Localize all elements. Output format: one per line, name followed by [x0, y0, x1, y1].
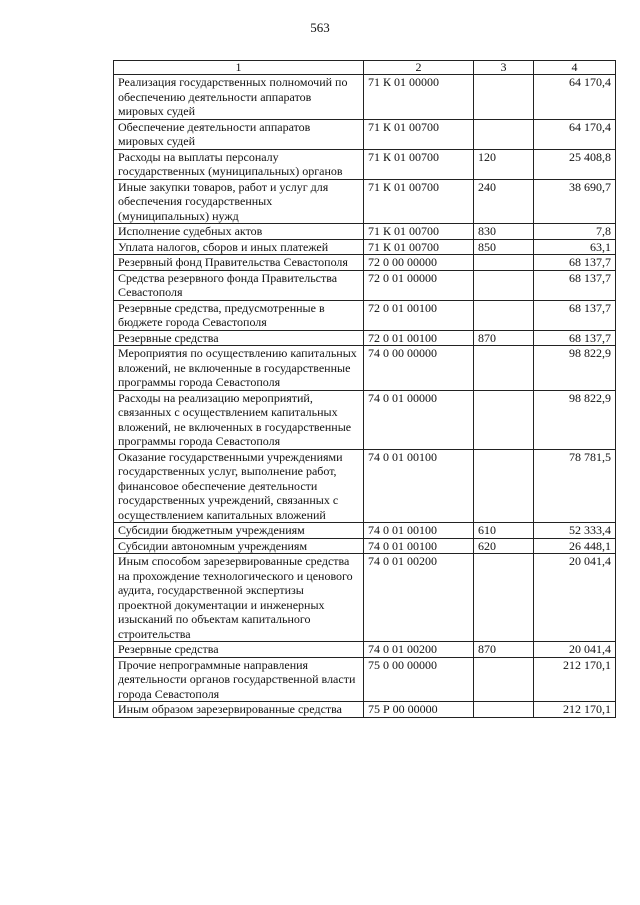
row-code: 71 К 01 00000: [364, 75, 474, 120]
row-name: Субсидии автономным учреждениям: [114, 538, 364, 554]
row-amount: 68 137,7: [534, 255, 616, 271]
table-row: [114, 224, 616, 240]
header-col-4: 4: [534, 61, 616, 75]
row-expense-type: [474, 657, 534, 702]
row-amount: 20 041,4: [534, 554, 616, 642]
header-row: [114, 61, 616, 75]
row-expense-type: [474, 346, 534, 391]
row-code: 74 0 01 00100: [364, 538, 474, 554]
table-row: [114, 523, 616, 539]
row-amount: 98 822,9: [534, 390, 616, 449]
row-expense-type: [474, 75, 534, 120]
row-name: Обеспечение деятельности аппаратов мировых судей: [114, 119, 364, 149]
table-row: [114, 255, 616, 271]
row-name: Оказание государственными учреждениями государственных услуг, выполнение работ, финансовое обеспечение деятельности государственных учреждений, связанных с осуществлением капитальных вложений: [114, 449, 364, 523]
row-code: 72 0 00 00000: [364, 255, 474, 271]
header-col-2: 2: [364, 61, 474, 75]
row-amount: 68 137,7: [534, 300, 616, 330]
page-number: 563: [310, 20, 330, 35]
row-code: 71 К 01 00700: [364, 149, 474, 179]
row-name: Уплата налогов, сборов и иных платежей: [114, 239, 364, 255]
row-name: Прочие непрограммные направления деятельности органов государственной власти города Севастополя: [114, 657, 364, 702]
row-amount: 26 448,1: [534, 538, 616, 554]
row-expense-type: 870: [474, 642, 534, 658]
table-row: [114, 554, 616, 642]
row-name: Расходы на реализацию мероприятий, связанных с осуществлением капитальных вложений, не включенных в государственные программы города Севастополя: [114, 390, 364, 449]
table-row: [114, 702, 616, 718]
row-code: 71 К 01 00700: [364, 239, 474, 255]
row-name: Иные закупки товаров, работ и услуг для обеспечения государственных (муниципальных) нужд: [114, 179, 364, 224]
row-amount: 78 781,5: [534, 449, 616, 523]
row-amount: 212 170,1: [534, 657, 616, 702]
table-row: [114, 300, 616, 330]
row-expense-type: [474, 449, 534, 523]
row-amount: 64 170,4: [534, 75, 616, 120]
row-name: Иным образом зарезервированные средства: [114, 702, 364, 718]
row-expense-type: [474, 255, 534, 271]
row-code: 72 0 01 00000: [364, 270, 474, 300]
header-col-3: 3: [474, 61, 534, 75]
row-amount: 68 137,7: [534, 270, 616, 300]
row-expense-type: 240: [474, 179, 534, 224]
row-amount: 64 170,4: [534, 119, 616, 149]
row-expense-type: [474, 300, 534, 330]
row-name: Расходы на выплаты персоналу государственных (муниципальных) органов: [114, 149, 364, 179]
row-code: 72 0 01 00100: [364, 300, 474, 330]
table-row: [114, 119, 616, 149]
row-name: Иным способом зарезервированные средства на прохождение технологического и ценового аудита, государственной экспертизы проектной документации и инженерных изысканий по объектам капитального строительства: [114, 554, 364, 642]
row-code: 71 К 01 00700: [364, 179, 474, 224]
table-row: [114, 449, 616, 523]
row-amount: 20 041,4: [534, 642, 616, 658]
table-row: [114, 149, 616, 179]
table-row: [114, 330, 616, 346]
table-row: [114, 346, 616, 391]
row-code: 74 0 01 00000: [364, 390, 474, 449]
row-amount: 212 170,1: [534, 702, 616, 718]
header-col-1: 1: [114, 61, 364, 75]
row-name: Исполнение судебных актов: [114, 224, 364, 240]
row-expense-type: 610: [474, 523, 534, 539]
table-row: [114, 657, 616, 702]
row-expense-type: [474, 390, 534, 449]
row-amount: 68 137,7: [534, 330, 616, 346]
row-code: 74 0 01 00200: [364, 642, 474, 658]
row-amount: 25 408,8: [534, 149, 616, 179]
table-row: [114, 538, 616, 554]
table-header: [114, 61, 616, 75]
budget-table: [113, 60, 616, 718]
row-name: Реализация государственных полномочий по обеспечению деятельности аппаратов мировых судей: [114, 75, 364, 120]
row-amount: 7,8: [534, 224, 616, 240]
row-name: Мероприятия по осуществлению капитальных вложений, не включенные в государственные программы города Севастополя: [114, 346, 364, 391]
row-name: Резервные средства, предусмотренные в бюджете города Севастополя: [114, 300, 364, 330]
row-code: 71 К 01 00700: [364, 119, 474, 149]
table-row: [114, 642, 616, 658]
row-code: 75 0 00 00000: [364, 657, 474, 702]
row-name: Резервный фонд Правительства Севастополя: [114, 255, 364, 271]
table-row: [114, 239, 616, 255]
row-expense-type: [474, 270, 534, 300]
row-expense-type: [474, 119, 534, 149]
row-expense-type: [474, 554, 534, 642]
row-expense-type: 830: [474, 224, 534, 240]
row-name: Резервные средства: [114, 330, 364, 346]
row-code: 72 0 01 00100: [364, 330, 474, 346]
table-row: [114, 75, 616, 120]
row-amount: 63,1: [534, 239, 616, 255]
table-body: [114, 75, 616, 718]
row-expense-type: 620: [474, 538, 534, 554]
row-code: 71 К 01 00700: [364, 224, 474, 240]
table-row: [114, 179, 616, 224]
row-amount: 52 333,4: [534, 523, 616, 539]
row-expense-type: 870: [474, 330, 534, 346]
row-name: Резервные средства: [114, 642, 364, 658]
row-code: 74 0 01 00100: [364, 449, 474, 523]
row-amount: 98 822,9: [534, 346, 616, 391]
row-expense-type: [474, 702, 534, 718]
table-row: [114, 390, 616, 449]
row-expense-type: 850: [474, 239, 534, 255]
row-code: 74 0 01 00200: [364, 554, 474, 642]
row-code: 74 0 00 00000: [364, 346, 474, 391]
row-code: 74 0 01 00100: [364, 523, 474, 539]
row-name: Средства резервного фонда Правительства Севастополя: [114, 270, 364, 300]
row-name: Субсидии бюджетным учреждениям: [114, 523, 364, 539]
row-code: 75 Р 00 00000: [364, 702, 474, 718]
table-row: [114, 270, 616, 300]
row-expense-type: 120: [474, 149, 534, 179]
row-amount: 38 690,7: [534, 179, 616, 224]
